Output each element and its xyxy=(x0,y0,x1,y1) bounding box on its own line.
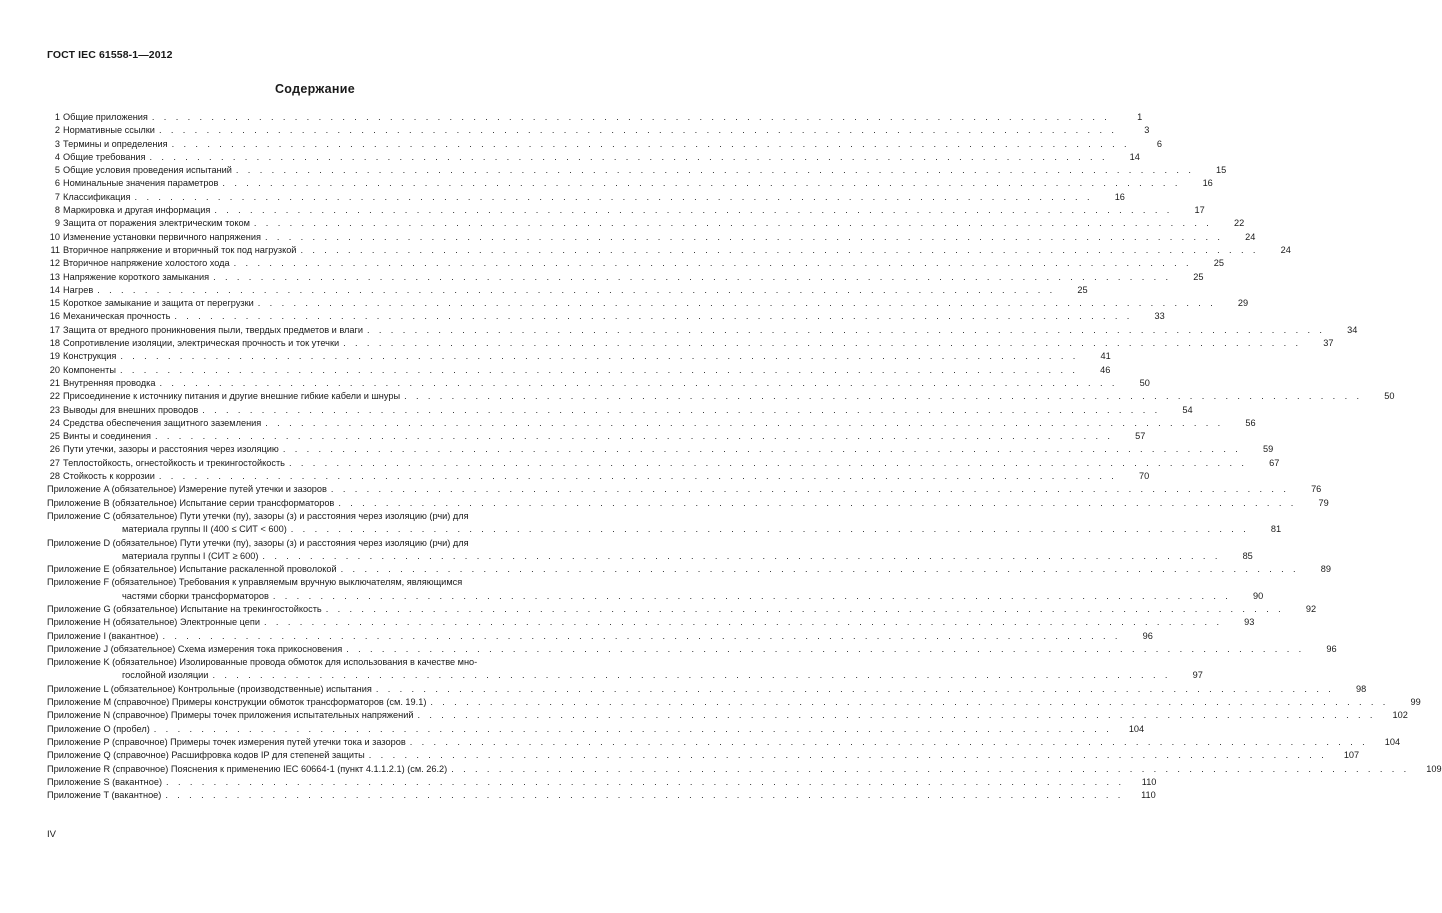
leader-dots xyxy=(337,563,1299,576)
section-title: Конструкция xyxy=(63,351,117,362)
section-title: Термины и определения xyxy=(63,138,168,149)
leader-dots xyxy=(269,590,1231,603)
toc-entry-section[interactable] xyxy=(47,470,1150,483)
page-ref: 25 xyxy=(1193,271,1204,282)
section-number: 23 xyxy=(49,404,60,415)
page-ref: 107 xyxy=(1343,750,1360,761)
section-title: Общие приложения xyxy=(63,112,148,122)
toc-entry-section[interactable] xyxy=(47,377,1150,390)
leader-dots xyxy=(155,124,1117,137)
section-number: 22 xyxy=(49,391,60,402)
toc-entry-appendix[interactable] xyxy=(47,497,1329,510)
toc-entry-section[interactable] xyxy=(47,284,1088,297)
page-ref: 110 xyxy=(1141,790,1156,801)
toc-entry-appendix[interactable] xyxy=(47,576,1264,603)
page-ref: 102 xyxy=(1392,710,1408,721)
toc-entry-section[interactable] xyxy=(47,151,1140,164)
section-title: Защита от поражения электрическим током xyxy=(63,218,250,229)
section-number: 24 xyxy=(49,417,60,428)
section-number: 11 xyxy=(50,244,60,255)
section-title: Классификация xyxy=(63,191,131,202)
section-title: Механическая прочность xyxy=(63,311,171,322)
page-ref: 96 xyxy=(1326,643,1337,654)
page-ref: 3 xyxy=(1144,125,1150,136)
toc-entry-appendix[interactable] xyxy=(47,483,1322,496)
leader-dots xyxy=(406,736,1368,749)
section-number: 27 xyxy=(49,457,60,468)
page-ref: 37 xyxy=(1323,338,1334,349)
section-number: 21 xyxy=(49,377,60,388)
toc-entry-section[interactable] xyxy=(47,350,1111,363)
section-number: 18 xyxy=(49,338,60,349)
leader-dots xyxy=(339,337,1301,350)
leader-dots xyxy=(232,164,1194,177)
page-ref: 104 xyxy=(1128,723,1145,734)
leader-dots xyxy=(155,377,1117,390)
appendix-title: Приложение G (обязательное) Испытание на трекингостойкость xyxy=(47,603,322,614)
toc-entry-section[interactable] xyxy=(47,337,1334,350)
toc-entry-appendix[interactable] xyxy=(47,656,1203,683)
appendix-title-continued: материала группы I (СИТ ≥ 600) xyxy=(122,550,259,561)
section-title: Номинальные значения параметров xyxy=(63,178,219,189)
toc-entry-appendix[interactable] xyxy=(47,723,1145,736)
appendix-title: Приложение F (обязательное) Требования к управляемым вручную выключателям, являющимся xyxy=(47,577,463,588)
section-title: Вторичное напряжение холостого хода xyxy=(63,258,230,269)
page-ref: 79 xyxy=(1318,497,1329,508)
section-number: 8 xyxy=(54,205,60,216)
page-ref: 33 xyxy=(1154,311,1165,322)
leader-dots xyxy=(250,217,1212,230)
toc-entry-section[interactable] xyxy=(47,324,1358,337)
appendix-title: Приложение E (обязательное) Испытание раскаленной проволокой xyxy=(47,564,337,575)
appendix-title: Приложение I (вакантное) xyxy=(47,630,159,641)
toc-entry-appendix[interactable] xyxy=(47,696,1421,709)
page-ref: 14 xyxy=(1129,151,1140,162)
toc-entry-section[interactable] xyxy=(47,390,1395,403)
leader-dots xyxy=(342,643,1304,656)
toc-entry-section[interactable] xyxy=(47,177,1213,190)
section-title: Винты и соединения xyxy=(63,431,151,442)
page-ref: 25 xyxy=(1213,258,1225,269)
toc-entry-appendix[interactable] xyxy=(47,749,1360,762)
page-ref: 46 xyxy=(1100,364,1111,375)
section-number: 1 xyxy=(54,112,60,122)
leader-dots xyxy=(363,324,1325,337)
section-title: Маркировка и другая информация xyxy=(63,205,211,216)
page-ref: 22 xyxy=(1234,218,1245,229)
toc-entry-section[interactable] xyxy=(47,191,1125,204)
page-ref: 41 xyxy=(1100,351,1111,362)
section-number: 25 xyxy=(49,431,60,442)
toc-entry-section[interactable] xyxy=(47,124,1150,137)
section-number: 5 xyxy=(54,165,60,176)
toc-entry-section[interactable] xyxy=(47,443,1274,456)
toc-entry-section[interactable] xyxy=(47,111,1143,124)
toc-entry-appendix[interactable] xyxy=(47,709,1408,722)
table-of-contents xyxy=(47,111,1442,802)
page-ref: 93 xyxy=(1244,617,1255,628)
toc-entry-appendix[interactable] xyxy=(47,643,1337,656)
section-title: Пути утечки, зазоры и расстояния через изоляцию xyxy=(63,444,279,455)
toc-entry-appendix[interactable] xyxy=(47,736,1401,749)
toc-entry-section[interactable] xyxy=(47,204,1205,217)
leader-dots xyxy=(218,177,1180,190)
toc-entry-appendix[interactable] xyxy=(47,603,1317,616)
section-title: Сопротивление изоляции, электрическая прочность и ток утечки xyxy=(63,338,340,349)
page-ref: 15 xyxy=(1216,165,1227,176)
appendix-title: Приложение P (справочное) Примеры точек измерения путей утечки тока и зазоров xyxy=(47,736,406,747)
page-ref: 97 xyxy=(1192,670,1203,681)
toc-entry-section[interactable] xyxy=(47,310,1165,323)
leader-dots xyxy=(131,191,1093,204)
appendix-title: Приложение Q (справочное) Расшифровка кодов IP для степеней защиты xyxy=(47,750,365,761)
section-number: 2 xyxy=(54,125,60,136)
leader-dots xyxy=(400,390,1362,403)
section-number: 10 xyxy=(49,231,60,242)
toc-entry-section[interactable] xyxy=(47,364,1111,377)
appendix-title: Приложение L (обязательное) Контрольные (производственные) испытания xyxy=(47,683,372,694)
appendix-title: Приложение A (обязательное) Измерение путей утечки и зазоров xyxy=(47,484,327,495)
page-ref: 81 xyxy=(1270,524,1282,535)
section-title: Нагрев xyxy=(63,284,94,295)
leader-dots xyxy=(426,696,1388,709)
appendix-title: Приложение N (справочное) Примеры точек приложения испытательных напряжений xyxy=(47,710,414,721)
toc-entry-section[interactable] xyxy=(47,297,1249,310)
toc-entry-appendix[interactable] xyxy=(47,563,1332,576)
appendix-title: Приложение M (справочное) Примеры конструкции обмоток трансформаторов (см. 19.1) xyxy=(47,697,427,708)
leader-dots xyxy=(162,776,1124,789)
appendix-title-continued: гослойной изоляции xyxy=(122,670,209,681)
toc-entry-section[interactable] xyxy=(47,404,1193,417)
leader-dots xyxy=(148,111,1110,124)
page-ref: 17 xyxy=(1194,205,1205,216)
appendix-title: Приложение R (справочное) Пояснения к применению IEC 60664-1 (пункт 4.1.1.2.1) (см. 26.2) xyxy=(47,763,448,774)
appendix-title: Приложение D (обязательное) Пути утечки (пу), зазоры (з) и расстояния через изоляцию (рчи) для xyxy=(47,537,469,548)
leader-dots xyxy=(230,257,1192,270)
leader-dots xyxy=(158,630,1120,643)
page-ref: 98 xyxy=(1355,683,1367,694)
page-ref: 104 xyxy=(1384,736,1401,747)
toc-entry-section[interactable] xyxy=(47,430,1146,443)
page-ref: 109 xyxy=(1426,763,1442,774)
toc-entry-section[interactable] xyxy=(47,164,1227,177)
toc-entry-section[interactable] xyxy=(47,138,1162,151)
section-number: 6 xyxy=(54,178,60,189)
page-ref: 6 xyxy=(1156,138,1162,149)
toc-entry-appendix[interactable] xyxy=(47,789,1156,802)
leader-dots xyxy=(334,497,1296,510)
section-title: Нормативные ссылки xyxy=(63,125,155,136)
page-ref: 96 xyxy=(1142,630,1153,641)
section-number: 12 xyxy=(49,258,60,269)
toc-entry-section[interactable] xyxy=(47,231,1256,244)
toc-entry-appendix[interactable] xyxy=(47,537,1253,564)
section-title: Вторичное напряжение и вторичный ток под нагрузкой xyxy=(63,244,297,255)
leader-dots xyxy=(327,483,1289,496)
page-ref: 34 xyxy=(1347,324,1358,335)
leader-dots xyxy=(170,310,1132,323)
leader-dots xyxy=(365,749,1327,762)
leader-dots xyxy=(151,430,1113,443)
leader-dots xyxy=(168,138,1130,151)
section-number: 9 xyxy=(54,218,60,229)
page-ref: 85 xyxy=(1242,550,1253,561)
page-number: IV xyxy=(47,829,56,840)
appendix-title: Приложение C (обязательное) Пути утечки (пу), зазоры (з) и расстояния через изоляцию (рчи) для xyxy=(47,510,469,521)
page-ref: 1 xyxy=(1137,112,1143,122)
section-number: 28 xyxy=(49,471,60,482)
page-ref: 110 xyxy=(1141,776,1157,787)
page-ref: 89 xyxy=(1320,564,1332,575)
section-title: Выводы для внешних проводов xyxy=(63,404,199,415)
appendix-title: Приложение H (обязательное) Электронные цепи xyxy=(47,617,261,628)
section-title: Присоединение к источнику питания и другие внешние гибкие кабели и шнуры xyxy=(63,391,401,402)
leader-dots xyxy=(93,284,1055,297)
section-title: Теплостойкость, огнестойкость и трекингостойкость xyxy=(63,457,285,468)
toc-entry-appendix[interactable] xyxy=(47,630,1153,643)
leader-dots xyxy=(287,523,1249,536)
document-code-header: ГОСТ IEC 61558-1—2012 xyxy=(47,49,173,61)
toc-entry-appendix[interactable] xyxy=(47,510,1282,537)
section-title: Компоненты xyxy=(63,364,116,375)
leader-dots xyxy=(285,457,1247,470)
leader-dots xyxy=(296,244,1258,257)
section-title: Короткое замыкание и защита от перегрузки xyxy=(63,298,254,309)
page-ref: 76 xyxy=(1311,484,1322,495)
section-number: 15 xyxy=(49,298,60,309)
page-ref: 92 xyxy=(1305,603,1317,614)
leader-dots xyxy=(116,364,1078,377)
page-ref: 67 xyxy=(1269,457,1280,468)
section-title: Общие требования xyxy=(63,151,146,162)
appendix-title: Приложение B (обязательное) Испытание серии трансформаторов xyxy=(47,497,335,508)
leader-dots xyxy=(372,683,1334,696)
section-number: 13 xyxy=(49,271,60,282)
section-number: 14 xyxy=(49,284,60,295)
page-ref: 16 xyxy=(1202,178,1213,189)
appendix-title: Приложение J (обязательное) Схема измерения тока прикосновения xyxy=(47,643,343,654)
page-ref: 25 xyxy=(1077,284,1088,295)
section-number: 4 xyxy=(54,151,60,162)
section-number: 7 xyxy=(54,191,60,202)
section-number: 20 xyxy=(49,364,60,375)
section-title: Напряжение короткого замыкания xyxy=(63,271,210,282)
section-number: 3 xyxy=(54,138,60,149)
leader-dots xyxy=(254,297,1216,310)
leader-dots xyxy=(260,616,1222,629)
page-ref: 59 xyxy=(1262,444,1274,455)
page-ref: 70 xyxy=(1139,471,1150,482)
page-ref: 99 xyxy=(1410,697,1421,708)
toc-entry-section[interactable] xyxy=(47,257,1225,270)
leader-dots xyxy=(322,603,1284,616)
section-title: Изменение установки первичного напряжения xyxy=(63,231,261,242)
leader-dots xyxy=(209,271,1171,284)
section-number: 16 xyxy=(49,311,60,322)
leader-dots xyxy=(413,709,1375,722)
page-ref: 56 xyxy=(1245,417,1256,428)
section-title: Защита от вредного проникновения пыли, твердых предметов и влаги xyxy=(63,324,363,335)
page-ref: 50 xyxy=(1139,377,1150,388)
toc-entry-section[interactable] xyxy=(47,271,1204,284)
section-title: Средства обеспечения защитного заземления xyxy=(63,417,262,428)
page-ref: 16 xyxy=(1114,191,1125,202)
page-ref: 50 xyxy=(1384,391,1395,402)
leader-dots xyxy=(261,231,1223,244)
page-ref: 24 xyxy=(1245,231,1256,242)
leader-dots xyxy=(198,404,1160,417)
leader-dots xyxy=(261,417,1223,430)
leader-dots xyxy=(150,723,1112,736)
leader-dots xyxy=(258,550,1220,563)
leader-dots xyxy=(161,789,1123,802)
leader-dots xyxy=(447,763,1409,776)
leader-dots xyxy=(146,151,1108,164)
page-ref: 57 xyxy=(1135,431,1146,442)
toc-entry-appendix[interactable] xyxy=(47,616,1255,629)
section-number: 19 xyxy=(49,351,60,362)
appendix-title: Приложение K (обязательное) Изолированные провода обмоток для использования в качестве мно- xyxy=(47,657,478,668)
section-title: Внутренняя проводка xyxy=(63,377,156,388)
page-ref: 54 xyxy=(1182,404,1193,415)
appendix-title-continued: материала группы II (400 ≤ СИТ < 600) xyxy=(122,524,287,535)
toc-entry-section[interactable] xyxy=(47,417,1256,430)
page-title: Содержание xyxy=(274,82,355,96)
page-ref: 90 xyxy=(1253,590,1264,601)
section-title: Стойкость к коррозии xyxy=(63,471,155,482)
section-number: 17 xyxy=(49,324,60,335)
appendix-title: Приложение O (пробел) xyxy=(47,723,150,734)
leader-dots xyxy=(210,204,1172,217)
appendix-title: Приложение T (вакантное) xyxy=(47,790,162,801)
appendix-title: Приложение S (вакантное) xyxy=(47,776,163,787)
section-title: Общие условия проведения испытаний xyxy=(63,165,232,176)
toc-entry-section[interactable] xyxy=(47,217,1245,230)
toc-entry-section[interactable] xyxy=(47,457,1280,470)
toc-entry-appendix[interactable] xyxy=(47,776,1157,789)
leader-dots xyxy=(279,443,1241,456)
toc-entry-appendix[interactable] xyxy=(47,683,1367,696)
appendix-title-continued: частями сборки трансформаторов xyxy=(122,590,269,601)
leader-dots xyxy=(116,350,1078,363)
page-ref: 24 xyxy=(1280,244,1291,255)
leader-dots xyxy=(208,669,1170,682)
leader-dots xyxy=(155,470,1117,483)
page-ref: 29 xyxy=(1237,298,1249,309)
toc-entry-section[interactable] xyxy=(47,244,1291,257)
section-number: 26 xyxy=(49,444,60,455)
toc-entry-appendix[interactable] xyxy=(47,763,1442,776)
